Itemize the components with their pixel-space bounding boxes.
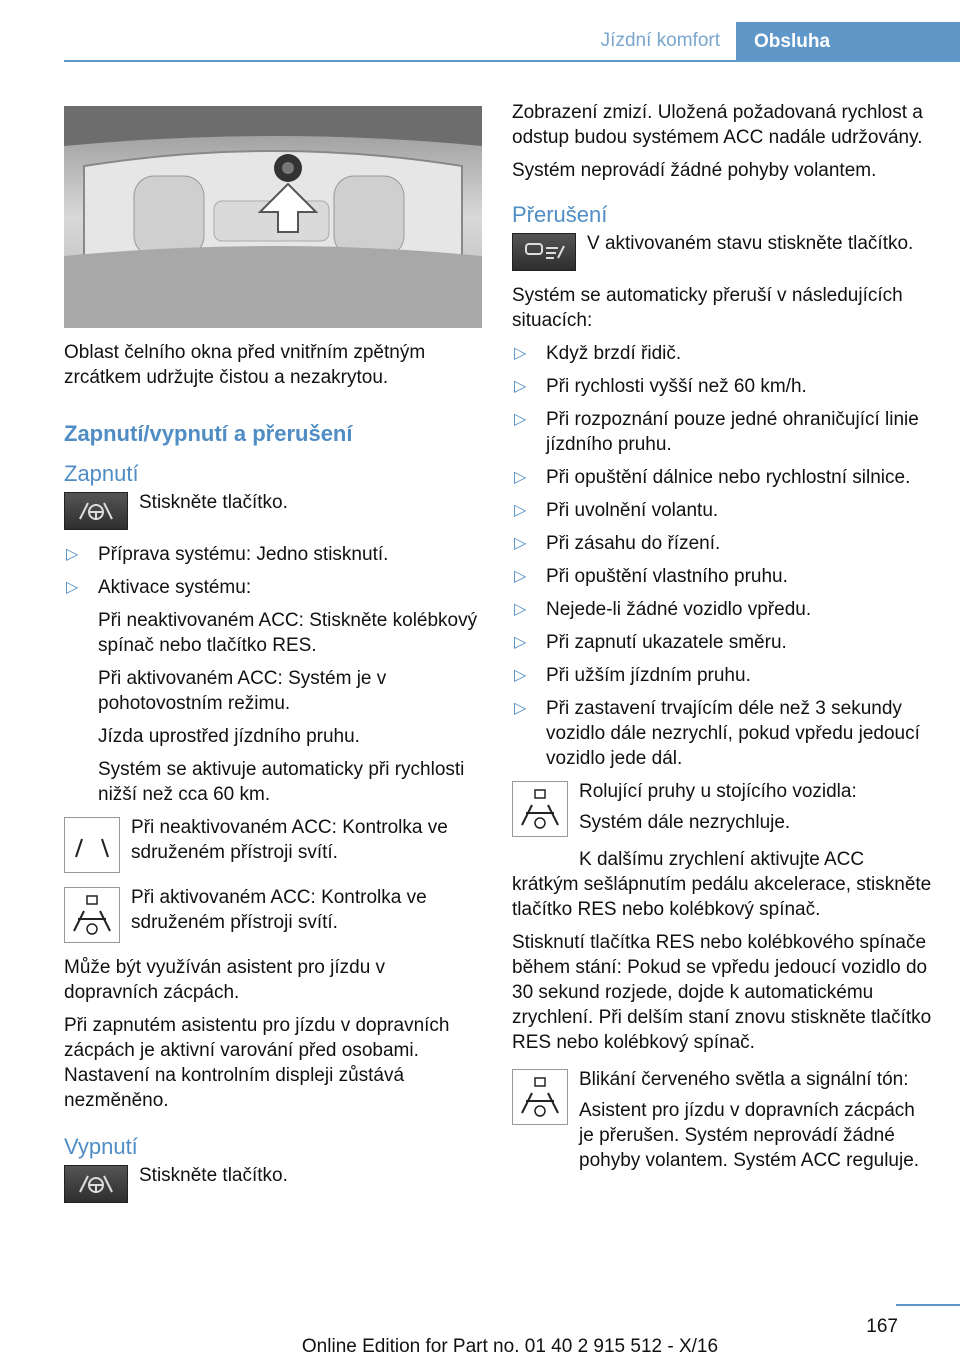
list-item-text: Při rychlosti vyšší než 60 km/h. [546, 376, 807, 397]
lamp-inactive-text: Při neaktivovaném ACC: Kontrolka ve sdruženém přístroji svítí. [131, 817, 448, 863]
lamp-active-text: Při aktivovaném ACC: Kontrolka ve sdruženém přístroji svítí. [131, 887, 427, 933]
list-item-text: Při rozpoznání pouze jedné ohraničující linie jízdního pruhu. [546, 409, 919, 455]
on-button-row [64, 490, 482, 530]
list-item-text: Při zásahu do řízení. [546, 533, 721, 554]
lamp-row-active [64, 885, 482, 943]
lamp-rolling-status: Systém dále nezrychluje. [579, 812, 791, 833]
bullet-triangle-icon: ▷ [514, 411, 527, 428]
on-instruction: Stiskněte tlačítko. [139, 492, 288, 513]
acc-interrupt-button-icon [512, 233, 576, 271]
bullet-triangle-icon: ▷ [66, 579, 79, 596]
list-item [64, 575, 482, 807]
lamp-rolling-detail: K dalšímu zrychlení aktivujte ACC krátkým sešlápnutím pedálu akcelerace, stiskněte tlačítko RES nebo kolébkový spínač. [512, 849, 932, 920]
bullet-triangle-icon: ▷ [514, 469, 527, 486]
body-paragraph: Může být využíván asistent pro jízdu v dopravních zácpách. [64, 957, 386, 1003]
list-item [512, 663, 932, 688]
header-section-title: Jízdní komfort [600, 30, 720, 51]
list-item [512, 374, 932, 399]
bullet-triangle-icon: ▷ [514, 667, 527, 684]
bullet-triangle-icon: ▷ [514, 378, 527, 395]
list-item [64, 542, 482, 567]
lamp-row-inactive [64, 815, 482, 873]
list-item [512, 407, 932, 457]
right-column [512, 100, 932, 1179]
interrupt-conditions-list [512, 341, 932, 771]
header-rule [64, 60, 960, 62]
lane-car-indicator-icon [512, 1069, 568, 1125]
list-item [512, 630, 932, 655]
lamp-row-warning [512, 1067, 932, 1179]
edition-footer: Online Edition for Part no. 01 40 2 915 512 - X/16 [301, 1336, 719, 1357]
list-item [512, 531, 932, 556]
lamp-warning-detail: Asistent pro jízdu v dopravních zácpách je přerušen. Systém neprovádí žádné pohyby volantem. Systém ACC reguluje. [579, 1100, 920, 1171]
off-button-row [64, 1163, 482, 1203]
list-item [512, 597, 932, 622]
bullet-triangle-icon: ▷ [514, 345, 527, 362]
list-item-text: Příprava systému: Jedno stisknutí. [98, 544, 389, 565]
list-item-text: Nejede-li žádné vozidlo vpředu. [546, 599, 812, 620]
body-paragraph: Zobrazení zmizí. Uložená požadovaná rychlost a odstup budou systémem ACC nadále udržovány. [512, 102, 923, 148]
subheading-interrupt: Přerušení [512, 202, 608, 227]
section-heading: Zapnutí/vypnutí a přerušení [64, 421, 353, 446]
list-item [512, 465, 932, 490]
list-item [512, 696, 932, 771]
footer-rule [896, 1304, 960, 1306]
bullet-triangle-icon: ▷ [514, 700, 527, 717]
header-tab: Obsluha [736, 22, 960, 60]
list-item-text: Při aktivovaném ACC: Systém je v pohotovostním režimu. [98, 668, 387, 714]
list-item-text: Při neaktivovaném ACC: Stiskněte kolébkový spínač nebo tlačítko RES. [98, 610, 478, 656]
off-instruction: Stiskněte tlačítko. [139, 1165, 288, 1186]
lamp-rolling-title: Rolující pruhy u stojícího vozidla: [579, 781, 857, 802]
left-column [64, 106, 482, 1215]
lane-lines-indicator-icon [64, 817, 120, 873]
page-number: 167 [866, 1316, 898, 1337]
list-item-text: Při uvolnění volantu. [546, 500, 719, 521]
traffic-jam-assist-button-icon [64, 1165, 128, 1203]
list-item [512, 564, 932, 589]
list-item-text: Systém se aktivuje automaticky při rychlosti nižší než cca 60 km. [98, 759, 465, 805]
lamp-row-rolling [512, 779, 932, 841]
list-item [512, 498, 932, 523]
page-header [0, 0, 960, 62]
bullet-triangle-icon: ▷ [66, 546, 79, 563]
list-item-text: Aktivace systému: [98, 577, 252, 598]
list-item-text: Při zapnutí ukazatele směru. [546, 632, 787, 653]
lane-car-indicator-icon [64, 887, 120, 943]
activation-list [64, 542, 482, 807]
list-item-text: Při opuštění dálnice nebo rychlostní silnice. [546, 467, 911, 488]
windshield-camera-photo [64, 106, 482, 328]
subheading-off: Vypnutí [64, 1134, 138, 1159]
traffic-jam-assist-button-icon [64, 492, 128, 530]
subheading-on: Zapnutí [64, 461, 139, 486]
body-paragraph: Stisknutí tlačítka RES nebo kolébkového spínače během stání: Pokud se vpředu jedoucí vozidlo do 30 sekund rozjede, dojde k automatickému zrychlení. Při delším staní znovu stiskněte tlačítko RES nebo kolébkový spínač. [512, 932, 932, 1053]
interrupt-button-row [512, 231, 932, 271]
interrupt-instruction: V aktivovaném stavu stiskněte tlačítko. [587, 233, 914, 254]
list-item-text: Při užším jízdním pruhu. [546, 665, 751, 686]
list-item-text: Když brzdí řidič. [546, 343, 682, 364]
body-paragraph: Při zapnutém asistentu pro jízdu v dopravních zácpách je aktivní varování před osobami. Nastavení na kontrolním displeji zůstává nezměněno. [64, 1015, 450, 1111]
list-item-text: Jízda uprostřed jízdního pruhu. [98, 726, 360, 747]
body-paragraph: Systém neprovádí žádné pohyby volantem. [512, 160, 877, 181]
bullet-triangle-icon: ▷ [514, 601, 527, 618]
lamp-warning-title: Blikání červeného světla a signální tón: [579, 1069, 909, 1090]
body-paragraph: Systém se automaticky přeruší v následujících situacích: [512, 285, 903, 331]
list-item-text: Při zastavení trvajícím déle než 3 sekundy vozidlo dále nezrychlí, pokud vpředu jedoucí vozidlo jede dál. [546, 698, 920, 769]
list-item [512, 341, 932, 366]
bullet-triangle-icon: ▷ [514, 634, 527, 651]
list-item-text: Při opuštění vlastního pruhu. [546, 566, 788, 587]
bullet-triangle-icon: ▷ [514, 535, 527, 552]
bullet-triangle-icon: ▷ [514, 502, 527, 519]
photo-caption: Oblast čelního okna před vnitřním zpětným zrcátkem udržujte čistou a nezakrytou. [64, 342, 426, 388]
bullet-triangle-icon: ▷ [514, 568, 527, 585]
lane-car-indicator-icon [512, 781, 568, 837]
